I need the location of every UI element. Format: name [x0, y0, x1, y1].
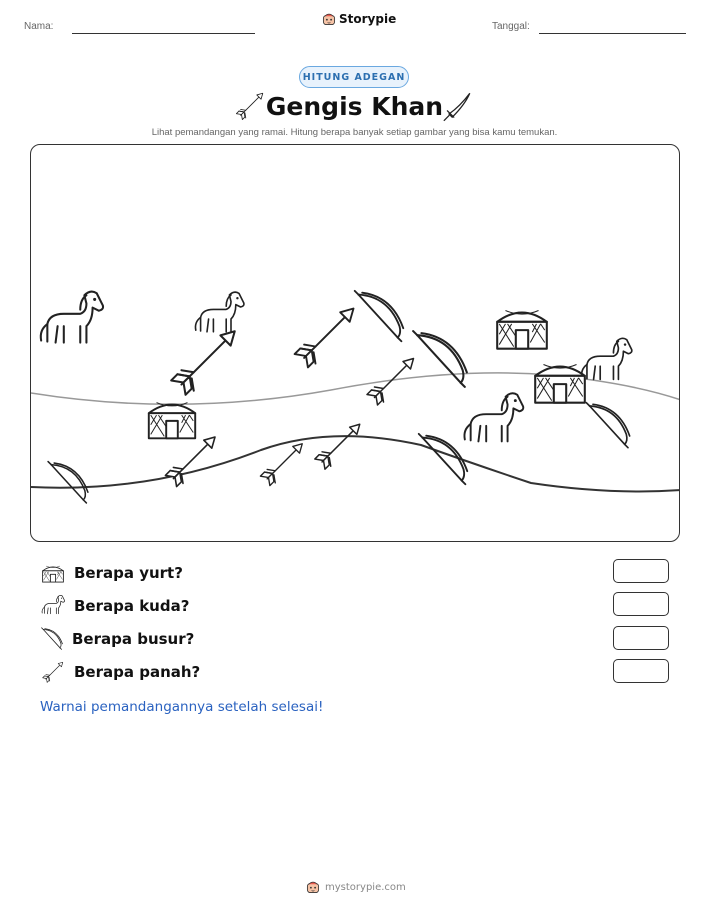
storypie-logo	[322, 12, 396, 26]
storypie-mascot-icon	[322, 12, 336, 26]
question-bow	[40, 626, 194, 652]
brand-name: Storypie	[339, 12, 397, 26]
storypie-mascot-icon	[306, 880, 320, 894]
yurt	[535, 364, 585, 402]
horse	[464, 393, 523, 441]
date-label: Tanggal:	[492, 21, 530, 32]
bow	[355, 291, 404, 341]
scene-illustration	[31, 145, 680, 542]
question-yurt	[40, 560, 183, 586]
name-input-line[interactable]	[72, 33, 255, 34]
horse	[195, 292, 243, 332]
name-label: Nama:	[24, 21, 54, 32]
question-text: Berapa yurt?	[74, 564, 183, 582]
yurt	[497, 310, 547, 348]
counting-scene	[30, 144, 680, 542]
horse	[41, 292, 103, 343]
horse-icon	[40, 593, 66, 619]
bow-icon	[40, 627, 64, 651]
footer-url[interactable]: mystorypie.com	[325, 881, 406, 893]
yurt-icon	[40, 561, 66, 585]
bow	[586, 403, 629, 448]
activity-badge: HITUNG ADEGAN	[299, 66, 409, 88]
question-horse	[40, 593, 189, 619]
arrow	[165, 437, 215, 487]
answer-box-yurt[interactable]	[613, 559, 669, 583]
arrow	[295, 309, 354, 368]
page-title: Gengis Khan	[265, 92, 444, 121]
question-arrow	[40, 659, 200, 685]
sword-icon	[441, 90, 473, 122]
question-text: Berapa panah?	[74, 663, 201, 681]
bow	[48, 462, 88, 503]
yurt	[149, 403, 195, 439]
horse	[582, 338, 632, 379]
arrow	[367, 359, 414, 406]
bow	[413, 331, 467, 387]
footer	[306, 880, 406, 894]
date-input-line[interactable]	[539, 33, 686, 34]
answer-box-arrow[interactable]	[613, 659, 669, 683]
answer-box-horse[interactable]	[613, 592, 669, 616]
instructions: Lihat pemandangan yang ramai. Hitung berapa banyak setiap gambar yang bisa kamu temukan.	[151, 127, 558, 138]
answer-box-bow[interactable]	[613, 626, 669, 650]
arrow	[171, 331, 235, 395]
arrow	[315, 424, 360, 469]
question-text: Berapa busur?	[72, 630, 195, 648]
arrow	[260, 444, 302, 486]
question-text: Berapa kuda?	[74, 597, 190, 615]
arrow-icon	[40, 659, 66, 685]
coloring-note: Warnai pemandangannya setelah selesai!	[40, 699, 324, 715]
